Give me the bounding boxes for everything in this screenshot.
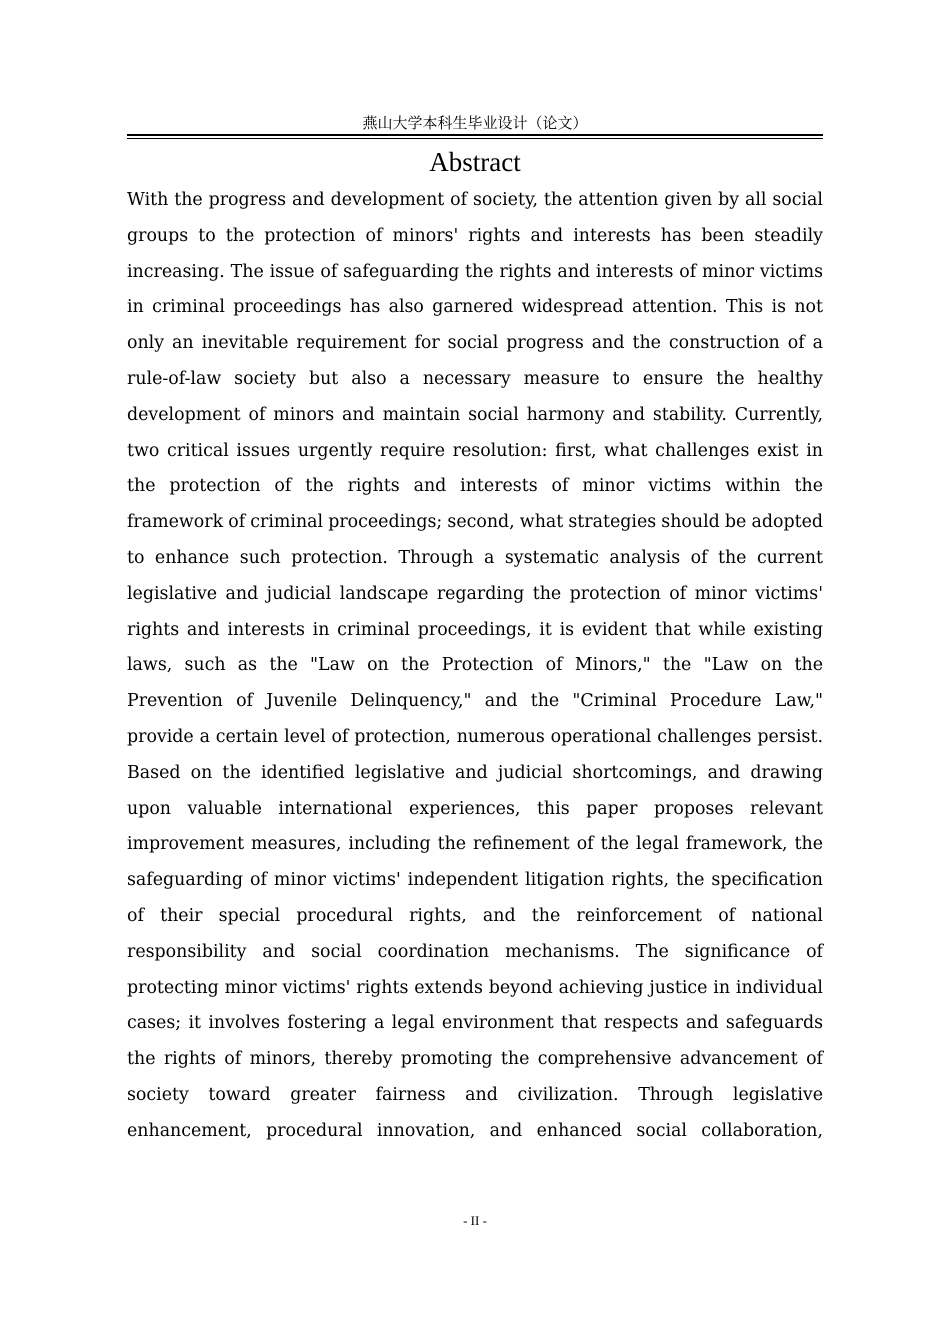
header-rule-thin [127,138,823,139]
header-rule-thick [127,134,823,136]
abstract-body: With the progress and development of society, the attention given by all social groups to the protection of minors' rights and interests has been steadily increasing. The issue of safeguarding the rights and interests of minor victims in criminal proceedings has also garnered widespread attention. This is not only an inevitable requirement for social progress and the construction of a rule-of-law society but also a necessary measure to ensure the healthy development of minors and maintain social harmony and stability. Currently, two critical issues urgently require resolution: first, what challenges exist in the protection of the rights and interests of minor victims within the framework of criminal proceedings; second, what strategies should be adopted to enhance such protection. Through a systematic analysis of the current legislative and judicial landscape regarding the protection of minor victims' rights and interests in criminal proceedings, it is evident that while existing laws, such as the "Law on the Protection of Minors," the "Law on the Prevention of Juvenile Delinquency," and the "Criminal Procedure Law," provide a certain level of protection, numerous operational challenges persist. Based on the identified legislative and judicial shortcomings, and drawing upon valuable international experiences, this paper proposes relevant improvement measures, including the refinement of the legal framework, the safeguarding of minor victims' independent litigation rights, the specification of their special procedural rights, and the reinforcement of national responsibility and social coordination mechanisms. The significance of protecting minor victims' rights extends beyond achieving justice in individual cases; it involves fostering a legal environment that respects and safeguards the rights of minors, thereby promoting the comprehensive advancement of society toward greater fairness and civilization. Through legislative enhancement, procedural innovation, and enhanced social collaboration, [127,190,823,1141]
page-number: - II - [463,1213,487,1228]
running-header: 燕山大学本科生毕业设计（论文） [362,114,588,132]
abstract-title: Abstract [429,147,521,177]
